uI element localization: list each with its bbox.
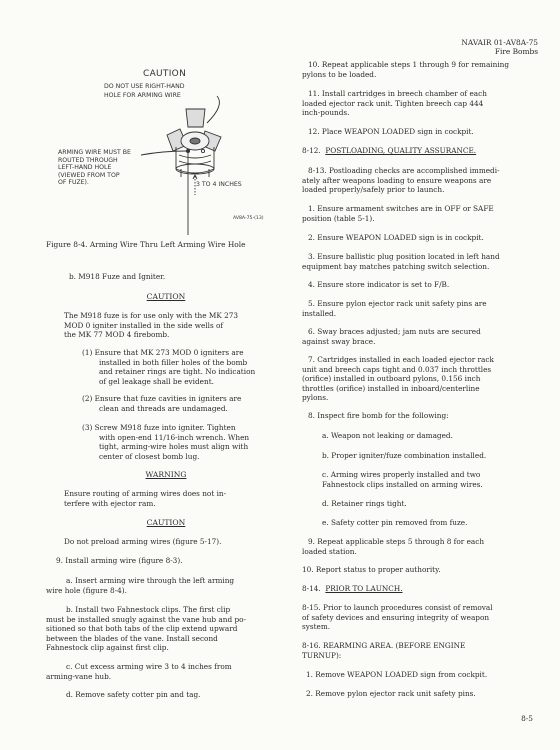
step-9: 9. Install arming wire (figure 8-3). (56, 556, 183, 565)
text-line: a. Insert arming wire through the left arming (66, 576, 235, 585)
text-line: Fahnestock clips installed on arming wires. (322, 479, 483, 489)
text-line: of gel leakage shall be evident. (99, 376, 214, 386)
text-line: loaded station. (302, 546, 357, 556)
figure-caption: Figure 8-4. Arming Wire Thru Left Arming Wire Hole (46, 240, 246, 249)
heading-8-12 (302, 146, 476, 156)
heading-text: PRIOR TO LAUNCH. (325, 584, 403, 593)
text-line: The M918 fuze is for use only with the MK 273 (64, 311, 239, 320)
text-line: 5. Ensure pylon ejector rack unit safety pins are (308, 299, 487, 308)
step-11 (302, 89, 487, 118)
fuze-vane-drawing (55, 65, 295, 245)
check-10: 10. Report status to proper authority. (302, 565, 441, 574)
text-line: unit and breech caps tight and 0.037 inch throttles (302, 364, 492, 374)
warning-text (64, 489, 226, 508)
text-line: TURNUP): (302, 650, 342, 660)
text-line: c. Cut excess arming wire 3 to 4 inches from (66, 662, 232, 671)
step-1 (82, 348, 255, 386)
heading-text: POSTLOADING, QUALITY ASSURANCE. (325, 146, 477, 155)
paragraph-number: 8-12. (302, 146, 321, 155)
paragraph-8-15 (302, 603, 493, 632)
step-2 (82, 394, 241, 413)
text-line: (1) Ensure that MK 273 MOD 0 igniters are (82, 348, 244, 357)
text-line: wire hole (figure 8-4). (46, 585, 127, 595)
check-8b: b. Proper igniter/fuze combination installed. (322, 451, 487, 460)
step-9b (46, 605, 246, 653)
page-number: 8-5 (521, 714, 533, 723)
text-line: against sway brace. (302, 336, 376, 346)
check-8d: d. Retainer rings tight. (322, 499, 407, 508)
check-5 (302, 299, 487, 318)
check-8e: e. Safety cotter pin removed from fuze. (322, 518, 468, 527)
text-line: loaded ejector rack unit. Tighten breech cap 444 (302, 98, 484, 108)
text-line: b. Install two Fahnestock clips. The first clip (66, 605, 231, 614)
check-7 (302, 355, 494, 403)
page-header (461, 38, 538, 56)
figure-note-line: ROUTED THROUGH (58, 156, 118, 164)
caution-text (64, 311, 238, 340)
figure-8-4 (55, 65, 295, 245)
text-line: 8-15. Prior to launch procedures consist of removal (302, 603, 493, 612)
figure-code: AV8A-75-(13) (233, 216, 264, 221)
text-line: pylons. (302, 393, 329, 403)
text-line: installed. (302, 308, 337, 318)
figure-dimension-label: 3 TO 4 INCHES (196, 181, 242, 188)
header-publication: NAVAIR 01-AV8A-75 (461, 38, 538, 47)
heading-8-14 (302, 584, 403, 594)
caution-text: Do not preload arming wires (figure 5-17). (64, 537, 222, 546)
text-line: position (table 5-1). (302, 213, 375, 223)
text-line: c. Arming wires properly installed and two (322, 470, 481, 479)
check-2: 2. Ensure WEAPON LOADED sign is in cockpit. (308, 233, 484, 242)
figure-caution-title: CAUTION (143, 69, 187, 79)
rearm-step-2: 2. Remove pylon ejector rack unit safety pins. (306, 689, 476, 698)
check-1 (302, 204, 494, 223)
text-line: (2) Ensure that fuze cavities in igniters are (82, 394, 242, 403)
text-line: 9. Repeat applicable steps 5 through 8 for each (308, 537, 485, 546)
text-line: must be installed snugly against the vane hub and po- (46, 614, 246, 624)
text-line: Fahnestock clip against first clip. (46, 643, 169, 653)
check-8c (322, 470, 483, 489)
text-line: terfere with ejector ram. (64, 498, 156, 508)
text-line: between the blades of the vane. Install second (46, 633, 218, 643)
caution-heading: CAUTION (146, 292, 186, 301)
check-3 (302, 252, 500, 271)
text-line: pylons to be loaded. (302, 69, 377, 79)
text-line: tight, arming-wire holes must align with (99, 442, 249, 452)
text-line: 8-16. REARMING AREA. (BEFORE ENGINE (302, 641, 466, 650)
step-9d: d. Remove safety cotter pin and tag. (66, 690, 201, 699)
text-line: (3) Screw M918 fuze into igniter. Tighten (82, 423, 236, 432)
text-line: with open-end 11/16-inch wrench. When (99, 432, 250, 442)
text-line: Ensure routing of arming wires does not in- (64, 489, 227, 498)
step-10 (302, 60, 509, 79)
text-line: 7. Cartridges installed in each loaded ejector rack (308, 355, 494, 364)
paragraph-8-13 (302, 166, 500, 195)
text-line: 3. Ensure ballistic plug position located in left hand (308, 252, 500, 261)
figure-note-line: LEFT-HAND HOLE (58, 164, 112, 172)
text-line: (orifice) installed in outboard pylons, 0.156 inch (302, 374, 481, 384)
check-6 (302, 327, 481, 346)
text-line: the MK 77 MOD 4 firebomb. (64, 330, 170, 340)
check-8: 8. Inspect fire bomb for the following: (308, 411, 449, 420)
check-4: 4. Ensure store indicator is set to F/B. (308, 280, 450, 289)
paragraph-number: 8-14. (302, 584, 321, 593)
text-line: 6. Sway braces adjusted; jam nuts are secured (308, 327, 481, 336)
text-line: MOD 0 igniter installed in the side wells of (64, 320, 224, 330)
warning-heading: WARNING (145, 470, 187, 479)
text-line: loaded properly/safely prior to launch. (302, 185, 445, 195)
text-line: 1. Ensure armament switches are in OFF or SAFE (308, 204, 494, 213)
rearm-step-1: 1. Remove WEAPON LOADED sign from cockpit. (306, 670, 488, 679)
text-line: equipment bay matches patching switch selection. (302, 261, 490, 271)
figure-note-line: ARMING WIRE MUST BE (58, 149, 131, 156)
step-12: 12. Place WEAPON LOADED sign in cockpit. (308, 127, 474, 136)
step-3 (82, 423, 249, 461)
caution-heading: CAUTION (146, 518, 186, 527)
text-line: throttles (orifice) installed in inboard/centerline (302, 383, 480, 393)
text-line: arming-vane hub. (46, 671, 112, 681)
text-line: 10. Repeat applicable steps 1 through 9 for remaining (308, 60, 510, 69)
figure-caution-line: DO NOT USE RIGHT-HAND (104, 83, 185, 90)
figure-caution-line: HOLE FOR ARMING WIRE (104, 92, 181, 99)
figure-note-line: (VIEWED FROM TOP (58, 171, 120, 179)
text-line: installed in both filler holes of the bomb (99, 357, 248, 367)
text-line: 8-13. Postloading checks are accomplished immedi- (308, 166, 500, 175)
heading-8-16 (302, 641, 465, 660)
text-line: system. (302, 622, 331, 632)
subsection-b-title: b. M918 Fuze and Igniter. (69, 272, 166, 281)
step-9a (46, 576, 234, 595)
text-line: center of closest bomb lug. (99, 451, 200, 461)
text-line: inch-pounds. (302, 108, 350, 118)
text-line: sitioned so that both tabs of the clip extend upward (46, 624, 238, 634)
check-8a: a. Weapon not leaking or damaged. (322, 431, 453, 440)
header-section: Fire Bombs (494, 47, 538, 56)
text-line: 11. Install cartridges in breech chamber of each (308, 89, 487, 98)
step-9c (46, 662, 232, 681)
text-line: and retainer rings are tight. No indication (99, 367, 256, 377)
figure-note-line: OF FUZE). (58, 179, 89, 187)
text-line: ately after weapons loading to ensure weapons are (302, 175, 492, 185)
text-line: clean and threads are undamaged. (99, 403, 228, 413)
check-9 (302, 537, 484, 556)
text-line: of safety devices and ensuring integrity of weapon (302, 612, 490, 622)
